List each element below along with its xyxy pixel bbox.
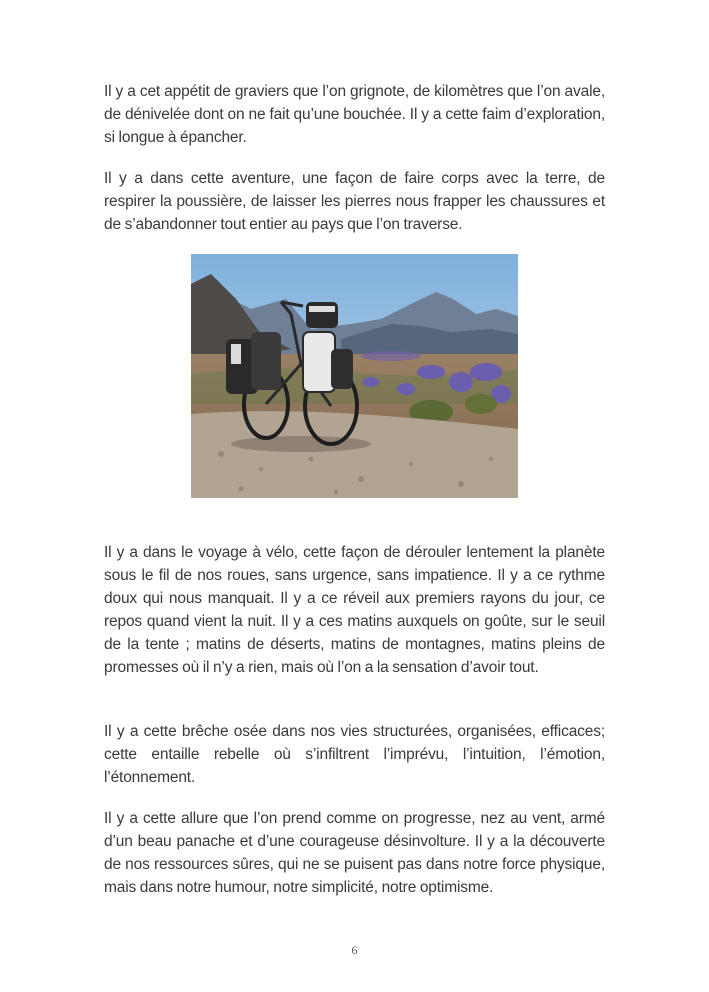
- page-number: 6: [351, 943, 358, 957]
- paragraph-1: Il y a cet appétit de graviers que l’on grignote, de kilomètres que l’on avale, de dénivelée dont on ne fait qu’une bouchée. Il y a cette faim d’exploration, si longue à épancher.: [104, 83, 605, 146]
- paragraph-2: Il y a dans cette aventure, une façon de faire corps avec la terre, de respirer la poussière, de laisser les pierres nous frapper les chaussures et de s’abandonner tout entier au pays que l’on traverse.: [104, 170, 605, 233]
- paragraph-5: Il y a cette allure que l’on prend comme on progresse, nez au vent, armé d’un beau panache et d’une courageuse désinvolture. Il y a la découverte de nos ressources sûres, qui ne se puisent pas dans notre force physique, mais dans notre humour, notre simplicité, notre optimisme.: [104, 810, 605, 896]
- bicycle-landscape-photo: [191, 254, 518, 498]
- paragraph-3: Il y a dans le voyage à vélo, cette façon de dérouler lentement la planète sous le fil de nos roues, sans urgence, sans impatience. Il y a ce rythme doux qui nous manquait. Il y a ce réveil aux premiers rayons du jour, ce repos quand vient la nuit. Il y a ces matins auxquels on goûte, sur le seuil de la tente ; matins de déserts, matins de montagnes, matins pleins de promesses où il n’y a rien, mais où l’on a la sensation d’avoir tout.: [104, 544, 605, 676]
- paragraph-4: Il y a cette brêche osée dans nos vies structurées, organisées, efficaces; cette entaille rebelle où s’infiltrent l’imprévu, l’intuition, l’émotion, l’étonnement.: [104, 723, 605, 786]
